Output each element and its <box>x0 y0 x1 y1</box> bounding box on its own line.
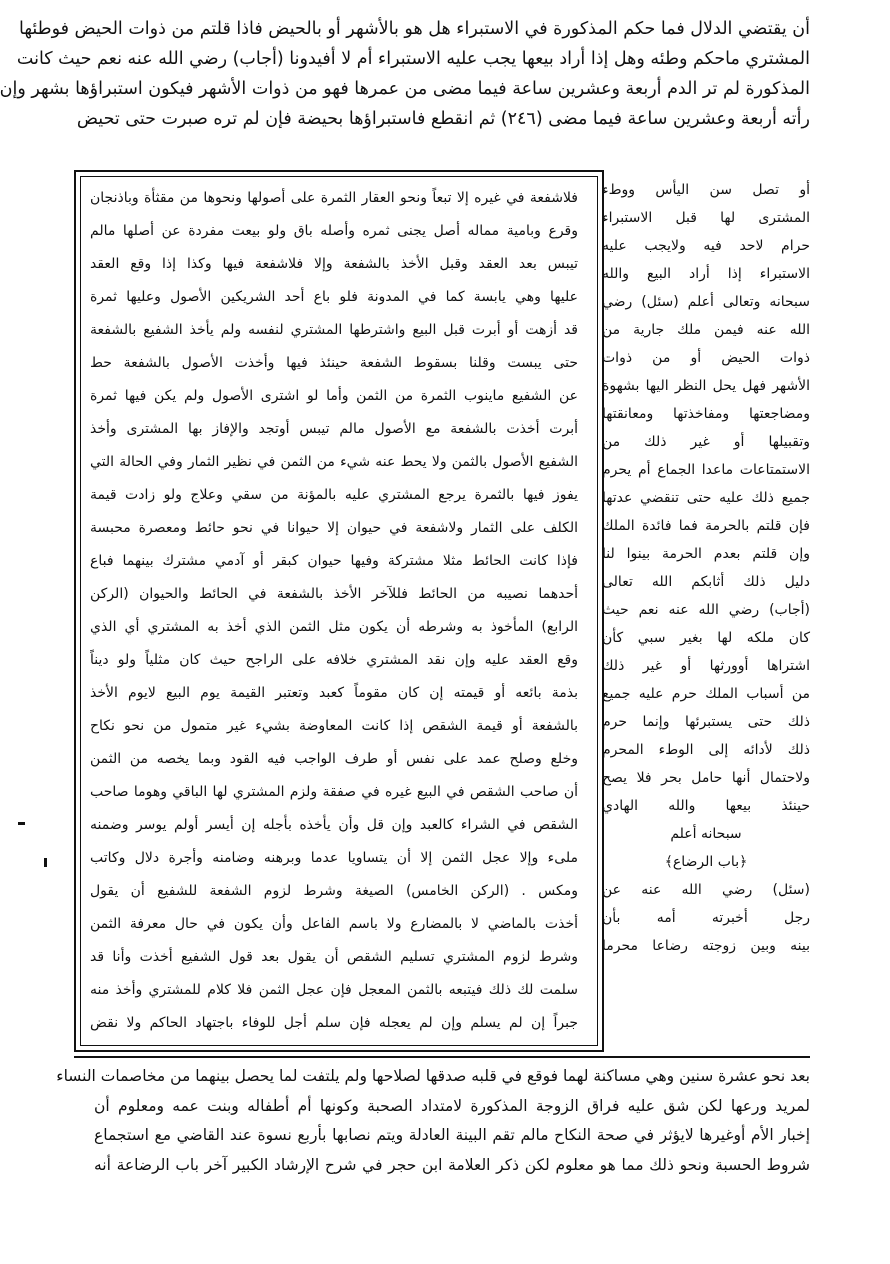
separator-rule <box>74 1056 810 1058</box>
side-column-line: الاستبراء إذا أراد البيع والله <box>602 266 810 282</box>
side-column-line: كان ملكه لها بغير سبي كأن <box>602 630 810 646</box>
side-column-line: (سئل) رضي الله عنه عن <box>602 882 810 898</box>
footer-line: لمريد ورعها لكن شق عليه فراق الزوجة المذكورة لامتداد الصحبة وكونها أم أطفاله وبنت عمه ومعلوم أن <box>94 1096 810 1115</box>
boxed-text-line: وشرط لزوم المشتري تسليم الشقص أن يقول بعد قول الشفيع أخذت وأنا قد <box>90 949 578 965</box>
side-column-line: وتقبيلها أو غير ذلك من <box>602 434 810 450</box>
boxed-text-line: وقرع وبامية مماله أصل يجنى ثمره وأصله باق ولو بيعت مفردة عن أصلها مالم <box>90 223 578 239</box>
side-column-line: (أجاب) رضي الله عنه نعم حيث <box>602 602 810 618</box>
side-column-line: ولاحتمال أنها حامل بحر فلا يصح <box>602 770 810 786</box>
side-column-line: بينه وبين زوجته رضاعا محرما <box>602 938 810 954</box>
boxed-text-line: بذمة بائعه أو قيمته إن كان مقوماً كعبد وتعتبر القيمة يوم البيع لايوم الأخذ <box>90 685 578 701</box>
side-column-line: وإن قلتم بعدم الحرمة بينوا لنا <box>602 546 810 562</box>
boxed-text-line: فلاشفعة في غيره إلا تبعاً ونحو العقار الثمرة على أصولها ونحوها من مقثأة وباذنجان <box>90 190 578 206</box>
side-column-line: الأشهر فهل يحل النظر اليها بشهوة <box>602 378 810 394</box>
side-column-line: ذلك لأدائه إلى الوطء المحرم <box>602 742 810 758</box>
boxed-text-line: أبرت أخذت بالشفعة مع الأصول مالم تيبس أوتجد والإفاز بها المشترى وأخذ <box>90 421 578 437</box>
boxed-text-line: ملىء وإلا عجل الثمن إلا أن يتساويا عدما وبرهنه وضامنه وأجرة دلال وكاتب <box>90 850 578 866</box>
boxed-text-line: أحدهما نصيبه من الحائط فللآخر الأخذ بالشفعة في الحائط والحيوان (الركن <box>90 586 578 602</box>
side-column-line: من أسباب الملك حرم عليه جميع <box>602 686 810 702</box>
boxed-text-line: بالشفعة أو قيمة الشقص إذا كانت المعاوضة بشيء غير متمول من نحو نكاح <box>90 718 578 734</box>
margin-mark <box>18 822 25 825</box>
boxed-text-line: الشفيع الأصول بالثمن ولا يحط عنه شيء من الثمن في نظير الثمار وفي الحالة التي <box>90 454 578 470</box>
footer-line: بعد نحو عشرة سنين وهي مساكنة لهما فوقع في قلبه صدقها لصلاحها ولم يلتفت لما يحصل بينهما من مخاصمات النساء <box>56 1067 810 1085</box>
boxed-text-line: وخلع وصلح عمد على نفس أو طرف الواجب فيه القود وبما يخصه من الثمن <box>90 751 578 767</box>
side-column-line: أو تصل سن اليأس ووطء <box>602 182 810 198</box>
footer-line: شروط الحسبة ونحو ذلك مما هو معلوم لكن ذكر العلامة ابن حجر في شرح الإرشاد الكبير آخر باب الرضاعة أنه <box>94 1155 810 1174</box>
boxed-text-line: تيبس بعد العقد وقبل الأخذ بالشفعة وإلا فلاشفعة فيها وكذا إذا وقع العقد <box>90 256 578 272</box>
margin-mark <box>44 858 47 867</box>
side-column-line: ذوات الحيض أو من ذوات <box>602 350 810 366</box>
side-column-line: سبحانه أعلم <box>670 826 742 842</box>
side-column-line: فإن قلتم بالحرمة فما فائدة الملك <box>602 518 810 534</box>
boxed-text-line: فإذا كانت الحائط مثلا مشتركة وفيها حيوان كبقر أو آدمي مشترك بينهما فباع <box>90 553 578 569</box>
boxed-text-line: سلمت لك ذلك فيتبعه بالثمن المعجل فإن عجل الثمن فلا كلام للمشتري وأخذ منه <box>90 982 578 998</box>
side-column-line: اشتراها أوورثها أو غير ذلك <box>602 658 810 674</box>
side-column-line: ﴿باب الرضاع﴾ <box>664 854 748 870</box>
boxed-text-line: الرابع) المأخوذ به وشرطه أن يكون مثل الثمن الذي أخذ به المشتري أي الذي <box>90 619 578 635</box>
header-line: رأته أربعة وعشرين ساعة فيما مضى (٢٤٦) ثم انقطع فاستبراؤها بحيضة فإن لم تره صبرت حتى تحيض <box>76 109 810 129</box>
header-line: أن يقتضي الدلال فما حكم المذكورة في الاستبراء هل هو بالأشهر أو بالحيض فاذا قلتم من ذوات الحيض فوطئها <box>18 19 810 39</box>
side-column-line: حينئذ بيعها والله الهادي <box>602 798 810 814</box>
boxed-text-line: يفوز فيها بالثمرة يرجع المشتري عليه بالمؤنة من سقي وعلاج ولو زادت قيمة <box>90 487 578 503</box>
boxed-text-line: عن الشفيع ماينوب الثمرة من الثمن وأما لو اشترى الأصول ولم يكن فيها ثمرة <box>90 388 578 404</box>
boxed-text-line: الشقص في الشراء كالعبد وإن قل وأن يأخذه بأجله إن أيسر أولم يوسر وضمنه <box>90 817 578 833</box>
boxed-text-line: الكلف على الثمار ولاشفعة في حيوان إلا حيوانا في نحو حائط ومعصرة محبسة <box>90 520 578 536</box>
side-column-line: سبحانه وتعالى أعلم (سئل) رضي <box>602 294 810 310</box>
side-column-line: الله عنه فيمن ملك جارية من <box>602 322 810 338</box>
side-column-line: حرام لاحد فيه ولايجب عليه <box>602 238 810 254</box>
header-line: المشتري ماحكم وطئه وهل إذا أراد بيعها يجب عليه الاستبراء أم لا أفيدونا (أجاب) رضي الله عنه نعم حيث كانت <box>16 49 810 69</box>
side-column-line: جميع ذلك عليه حتى تنقضي عدتها <box>602 490 810 506</box>
boxed-text-line: ومكس . (الركن الخامس) الصيغة وشرط لزوم الشفعة للشفيع أن يقول <box>90 883 578 899</box>
side-column-line: ذلك حتى يستبرئها وإنما حرم <box>602 714 810 730</box>
side-column-line: الاستمتاعات ماعدا الجماع أم يحرم <box>602 462 810 478</box>
side-column-line: دليل ذلك أثابكم الله تعالى <box>602 574 810 590</box>
side-column-line: المشترى لها قبل الاستبراء <box>602 210 810 226</box>
header-line: المذكورة لم تر الدم أربعة وعشرين ساعة فيما مضى من عمرها فهو من ذوات الأشهر فيكون استبراؤها بشهر وإن <box>0 79 810 99</box>
boxed-text-line: وقع العقد عليه وإن نقد المشتري خلافه على الراجح حيث كان مثلياً ولو ديناً <box>90 652 578 668</box>
boxed-text-line: أن صاحب الشقص في البيع غيره في صفقة ولزم المشتري لها الباقي وهوما صاحب <box>90 784 578 800</box>
side-column-line: ومضاجعتها ومفاخذتها ومعانقتها <box>602 406 810 422</box>
boxed-text-line: حتى يبست وقلنا بسقوط الشفعة حينئذ فيها وأخذت الأصول بالشفعة حط <box>90 355 578 371</box>
boxed-text-line: قد أزهت أو أبرت قبل البيع واشترطها المشتري لنفسه ولم يأخذ الشفيع بالشفعة <box>90 322 578 338</box>
boxed-text-line: أخذت بالماضي لا بالمضارع ولا باسم الفاعل وأن يكون في حال معرفة الثمن <box>90 916 578 932</box>
footer-line: إخبار الأم أوغيرها لايؤثر في صحة النكاح مالم تقم البينة العادلة ويتم نصابها بأربع نسوة عند القاضي مع استجماع <box>94 1126 810 1144</box>
boxed-text-line: جبراً إن لم يسلم وإن لم يعجله فإن سلم أجل للوفاء باجتهاد الحاكم ولا نقض <box>90 1015 578 1031</box>
boxed-text-line: عليها وهي يابسة كما في المدونة فلو باع أحد الشريكين الأصول وعليها ثمرة <box>90 289 578 305</box>
side-column-line: رجل أخبرته أمه بأن <box>602 910 810 926</box>
